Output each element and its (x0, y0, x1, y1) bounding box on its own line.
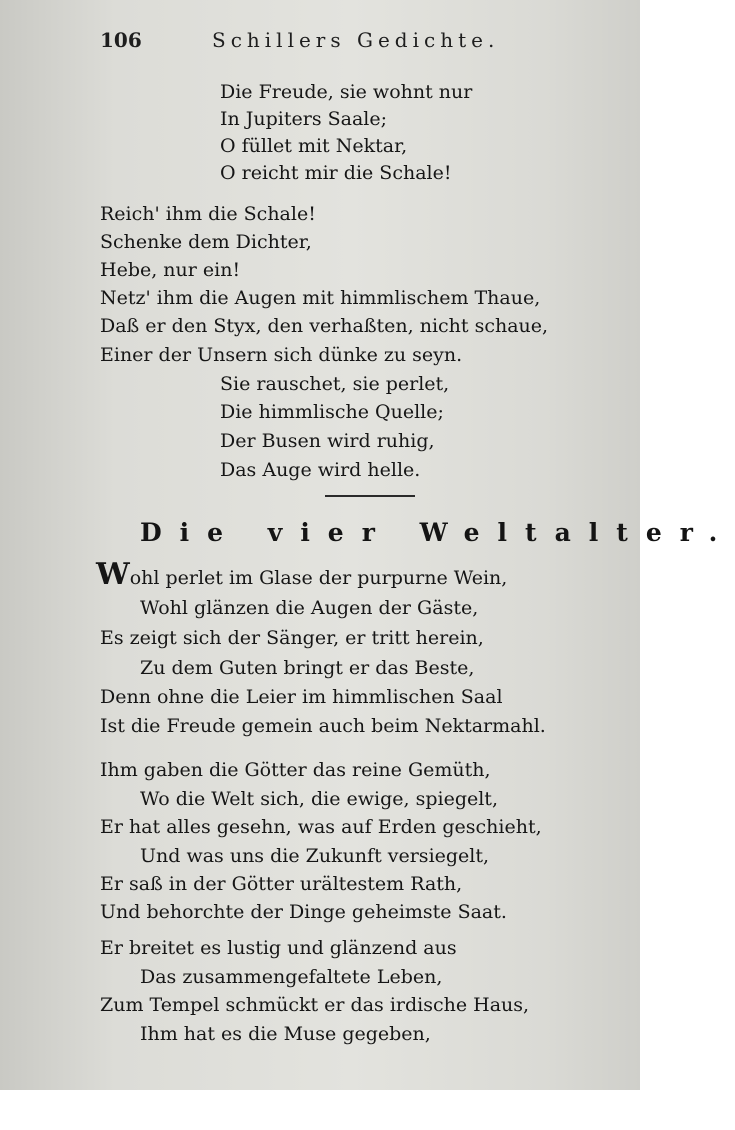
verse-line: Netz' ihm die Augen mit himmlischem Thaue, (100, 287, 541, 309)
verse-line-first (96, 557, 508, 592)
verse-line: O füllet mit Nektar, (220, 135, 408, 157)
verse-line: Einer der Unsern sich dünke zu seyn. (100, 344, 463, 366)
section-divider (325, 495, 415, 497)
verse-line: Daß er den Styx, den verhaßten, nicht schaue, (100, 315, 549, 337)
verse-line: Denn ohne die Leier im himmlischen Saal (100, 686, 503, 708)
verse-line: Er breitet es lustig und glänzend aus (100, 937, 457, 959)
verse-line: Das zusammengefaltete Leben, (140, 966, 443, 988)
verse-line: In Jupiters Saale; (220, 108, 388, 130)
verse-line: Er saß in der Götter urältestem Rath, (100, 873, 463, 895)
verse-line: Zu dem Guten bringt er das Beste, (140, 657, 475, 679)
verse-line: Wo die Welt sich, die ewige, spiegelt, (140, 788, 498, 810)
running-title: Schillers Gedichte. (212, 28, 500, 52)
verse-line: Wohl glänzen die Augen der Gäste, (140, 597, 479, 619)
verse-line: Und behorchte der Dinge geheimste Saat. (100, 901, 507, 923)
page-header (100, 28, 540, 52)
verse-line: Ist die Freude gemein auch beim Nektarmahl. (100, 715, 546, 737)
verse-line-rest: ohl perlet im Glase der purpurne Wein, (129, 567, 508, 589)
verse-line: Er hat alles gesehn, was auf Erden geschieht, (100, 816, 542, 838)
verse-line: Hebe, nur ein! (100, 259, 241, 281)
verse-line: Schenke dem Dichter, (100, 231, 312, 253)
verse-line: Sie rauschet, sie perlet, (220, 373, 450, 395)
verse-line: Die Freude, sie wohnt nur (220, 81, 473, 103)
page-number: 106 (100, 28, 142, 52)
verse-line: Das Auge wird helle. (220, 459, 421, 481)
verse-line: Und was uns die Zukunft versiegelt, (140, 845, 490, 867)
verse-line: O reicht mir die Schale! (220, 162, 452, 184)
verse-line: Zum Tempel schmückt er das irdische Haus, (100, 994, 530, 1016)
verse-line: Ihm hat es die Muse gegeben, (140, 1023, 431, 1045)
poem-title: Die vier Weltalter. (140, 518, 735, 547)
verse-line: Ihm gaben die Götter das reine Gemüth, (100, 759, 491, 781)
verse-line: Reich' ihm die Schale! (100, 203, 316, 225)
verse-line: Der Busen wird ruhig, (220, 430, 435, 452)
initial-letter: W (96, 557, 130, 592)
verse-line: Die himmlische Quelle; (220, 401, 444, 423)
verse-line: Es zeigt sich der Sänger, er tritt herein, (100, 627, 484, 649)
